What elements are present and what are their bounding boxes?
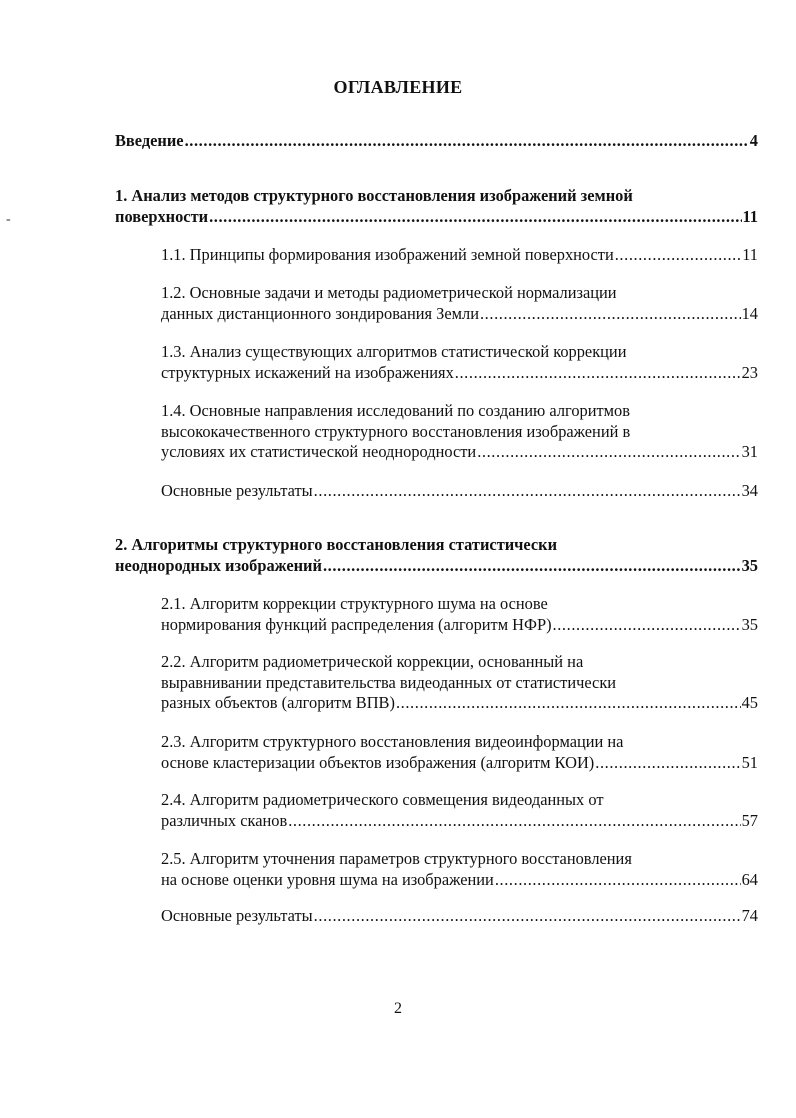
toc-entry-title: различных сканов (161, 810, 288, 830)
toc-page-number: 57 (741, 810, 758, 830)
toc-entry-title: 1.1. Принципы формирования изображений земной поверхности (161, 245, 614, 264)
page-title: ОГЛАВЛЕНИЕ (333, 77, 463, 97)
toc-page-number: 34 (741, 481, 758, 500)
toc-entry-1-3[interactable] (161, 342, 758, 383)
toc-page-number: 4 (749, 131, 758, 150)
toc-entry-results-2[interactable] (161, 906, 758, 927)
toc-page-number: 64 (741, 869, 758, 889)
toc-entry-title: Введение (115, 131, 184, 150)
toc-entry-2-2[interactable] (161, 652, 758, 714)
toc-entry-title-line: 2.4. Алгоритм радиометрического совмещения видеоданных от (161, 790, 604, 809)
toc-entry-title: поверхности (115, 206, 209, 226)
toc-entry-title: данных дистанционного зондирования Земли (161, 303, 479, 323)
toc-entry-chapter-2[interactable] (115, 535, 758, 576)
dot-leader (185, 131, 749, 152)
dot-leader (480, 304, 741, 325)
toc-page-number: 23 (741, 362, 758, 382)
toc-entry-title: разных объектов (алгоритм ВПВ) (161, 693, 395, 712)
toc-entry-title-line: выравнивании представительства видеоданных от статистически (161, 672, 617, 692)
dot-leader (209, 207, 741, 228)
dot-leader (615, 245, 741, 266)
toc-entry-title-line: 2.1. Алгоритм коррекции структурного шума на основе (161, 594, 548, 613)
dot-leader (323, 556, 741, 577)
toc-entry-1-4[interactable] (161, 401, 758, 463)
toc-entry-title-line: 1. Анализ методов структурного восстановления изображений земной (115, 186, 633, 205)
toc-entry-title: условиях их статистической неоднородности (161, 442, 477, 461)
toc-entry-title: структурных искажений на изображениях (161, 362, 454, 382)
toc-entry-title-line: высококачественного структурного восстановления изображений в (161, 421, 631, 441)
toc-page-number: 51 (741, 752, 758, 772)
toc-entry-1-2[interactable] (161, 283, 758, 324)
toc-entry-title-line: 2.3. Алгоритм структурного восстановления видеоинформации на (161, 732, 624, 751)
toc-entry-title: Основные результаты (161, 481, 313, 500)
toc-entry-2-1[interactable] (161, 594, 758, 635)
toc-entry-title-line: 1.2. Основные задачи и методы радиометрической нормализации (161, 283, 617, 302)
toc-entry-2-4[interactable] (161, 790, 758, 831)
toc-entry-title-line: 1.4. Основные направления исследований по созданию алгоритмов (161, 401, 630, 420)
dot-leader (314, 906, 741, 927)
toc-entry-title: на основе оценки уровня шума на изображении (161, 869, 494, 889)
toc-entry-title: основе кластеризации объектов изображения (алгоритм КОИ) (161, 752, 595, 772)
dot-leader (595, 753, 740, 774)
toc-entry-title: неоднородных изображений (115, 555, 322, 575)
dot-leader (455, 363, 741, 384)
margin-mark: - (6, 212, 11, 227)
dot-leader (553, 615, 741, 636)
toc-page-number: 45 (741, 693, 758, 712)
toc-entry-chapter-1[interactable] (115, 186, 758, 227)
toc-entry-1-1[interactable] (161, 245, 758, 266)
toc-page-number: 11 (742, 245, 758, 264)
toc-entry-title: нормирования функций распределения (алгоритм НФР) (161, 614, 552, 634)
toc-entry-2-3[interactable] (161, 732, 758, 773)
toc-page-number: 14 (741, 303, 758, 323)
toc-entry-title-line: 2.2. Алгоритм радиометрической коррекции, основанный на (161, 652, 584, 671)
toc-page-number: 35 (741, 555, 758, 575)
toc-entry-2-5[interactable] (161, 849, 758, 890)
toc-entry-results-1[interactable] (161, 481, 758, 502)
dot-leader (314, 481, 741, 502)
toc-page-number: 74 (741, 906, 758, 925)
dot-leader (288, 811, 740, 832)
toc-entry-title: Основные результаты (161, 906, 313, 925)
dot-leader (477, 442, 740, 463)
toc-entry-title-line: 1.3. Анализ существующих алгоритмов статистической коррекции (161, 342, 627, 361)
toc-page-number: 11 (742, 206, 758, 226)
dot-leader (495, 870, 741, 891)
toc-entry-introduction[interactable] (115, 131, 758, 152)
toc-page-number: 35 (741, 614, 758, 634)
toc-page-number: 31 (741, 442, 758, 461)
dot-leader (396, 693, 741, 714)
toc-entry-title-line: 2.5. Алгоритм уточнения параметров структурного восстановления (161, 849, 632, 868)
page-number: 2 (394, 1000, 402, 1017)
toc-entry-title-line: 2. Алгоритмы структурного восстановления статистически (115, 535, 558, 554)
